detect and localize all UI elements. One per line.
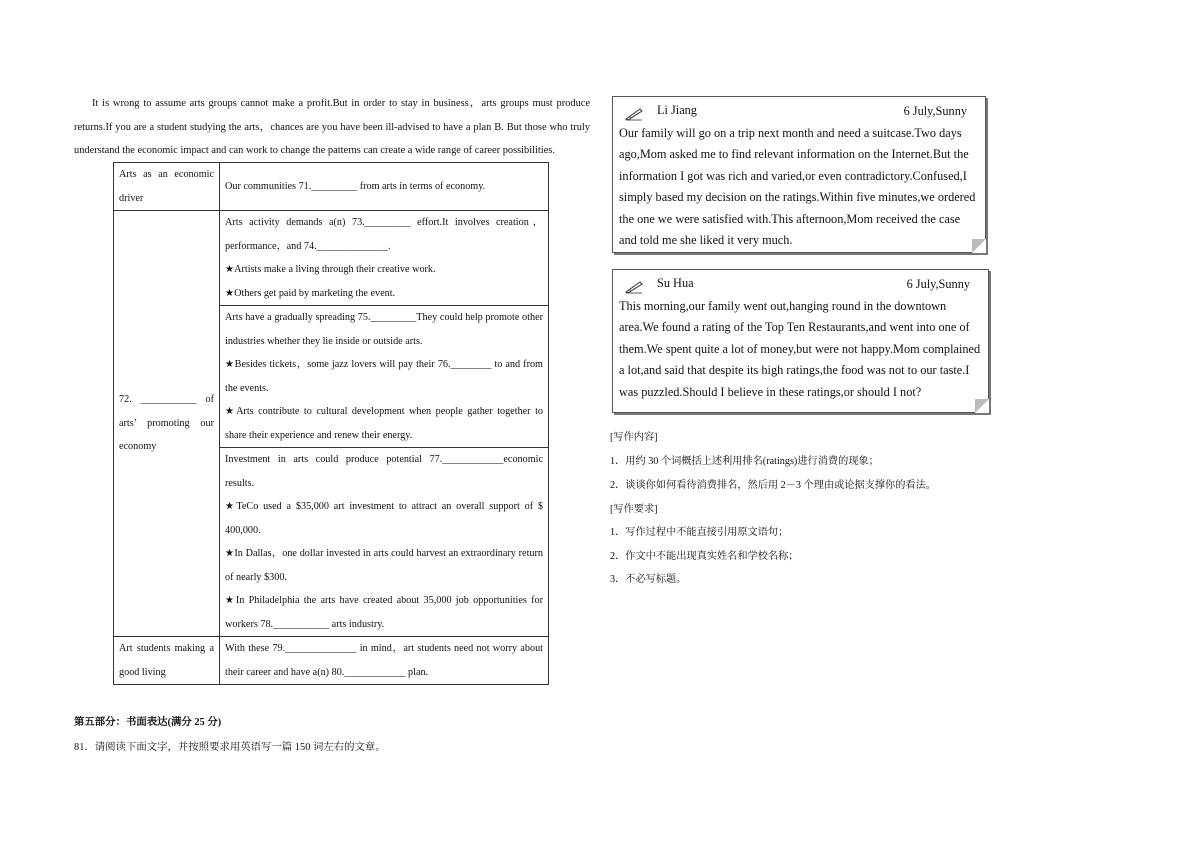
table-row bbox=[114, 163, 549, 211]
outline-line: ★TeCo used a $35,000 art investment to attract an overall support of $ 400,000. bbox=[225, 501, 543, 536]
table-row bbox=[114, 211, 549, 306]
reading-intro-paragraph: It is wrong to assume arts groups cannot make a profit.But in order to stay in business，arts groups must produce returns.If you are a student studying the arts，chances are you have been ill-advised to have a plan B. But those who truly understand the economic impact and can work to change the patterns can create a wide range of career possibilities. bbox=[74, 98, 590, 156]
outline-line: ★Others get paid by marketing the event. bbox=[225, 287, 396, 299]
diary-date: 6 July,Sunny bbox=[903, 104, 967, 118]
page-curl bbox=[975, 399, 989, 413]
outline-line: ★In Dallas，one dollar invested in arts could harvest an extraordinary return of nearly $300. bbox=[225, 548, 543, 583]
diary-author: Li Jiang bbox=[657, 103, 697, 117]
writing-task-instruction: 81．请阅读下面文字，并按照要求用英语写一篇 150 词左右的文章。 bbox=[74, 742, 386, 753]
diary-author: Su Hua bbox=[657, 276, 694, 290]
outline-line: Arts have a gradually spreading 75._________They could help promote other industries whether they lie inside or outside arts. bbox=[225, 312, 543, 347]
outline-table bbox=[113, 162, 549, 685]
outline-line: ★In Philadelphia the arts have created about 35,000 job opportunities for workers 78.___________ arts industry. bbox=[225, 595, 543, 630]
table-content-cell: Our communities 71._________ from arts in terms of economy. bbox=[220, 163, 549, 211]
content-heading: [写作内容] bbox=[610, 432, 658, 443]
table-content-cell bbox=[220, 448, 549, 637]
table-topic-cell: Arts as an economic driver bbox=[114, 163, 220, 211]
table-content-cell bbox=[220, 211, 549, 306]
pen-icon bbox=[625, 276, 643, 290]
requirement-item: 3．不必写标题。 bbox=[610, 574, 687, 585]
page-curl bbox=[972, 239, 986, 253]
content-item: 1．用约 30 个词概括上述利用排名(ratings)进行消费的现象； bbox=[610, 456, 879, 467]
pen-icon bbox=[625, 103, 643, 117]
outline-line: Investment in arts could produce potential 77.____________economic results. bbox=[225, 454, 543, 489]
outline-line: ★Artists make a living through their creative work. bbox=[225, 264, 436, 275]
table-row bbox=[114, 637, 549, 685]
requirements-heading: [写作要求] bbox=[610, 504, 658, 515]
diary-text: This morning,our family went out,hanging round in the downtown area.We found a rating of the Top Ten Restaurants,and went into one of them.We spent quite a lot of money,but were not happy.Mom complained a lot,and said that despite its high ratings,the food was not to our taste.I was puzzled.Should I believe in these ratings,or should I not? bbox=[619, 299, 981, 399]
diary-text: Our family will go on a trip next month and need a suitcase.Two days ago,Mom asked me to find relevant information on the Internet.But the information I got was rich and varied,or even contradictory.Confused,I simply based my decision on the ratings.Within five minutes,we ordered the one we were satisfied with.This afternoon,Mom received the case and told me she liked it very much. bbox=[619, 126, 976, 248]
diary-note-header bbox=[619, 270, 982, 296]
outline-line: ★Arts contribute to cultural development when people gather together to share their experience and renew their energy. bbox=[225, 406, 543, 441]
outline-line: Arts activity demands a(n) 73._________ effort.It involves creation，performance，and 74.______________. bbox=[225, 217, 543, 252]
table-topic-cell: 72. ___________ of arts’ promoting our economy bbox=[114, 211, 220, 637]
diary-date: 6 July,Sunny bbox=[906, 277, 970, 291]
table-topic-cell: Art students making a good living bbox=[114, 637, 220, 685]
requirement-item: 1．写作过程中不能直接引用原文语句； bbox=[610, 527, 789, 538]
diary-note-li-jiang bbox=[612, 96, 986, 253]
table-content-cell bbox=[220, 306, 549, 448]
table-content-cell: With these 79.______________ in mind，art students need not worry about their career and have a(n) 80.____________ plan. bbox=[220, 637, 549, 685]
outline-line: ★Besides tickets，some jazz lovers will pay their 76.________ to and from the events. bbox=[225, 359, 543, 394]
section-title: 第五部分：书面表达(满分 25 分) bbox=[74, 717, 222, 728]
requirement-item: 2．作文中不能出现真实姓名和学校名称； bbox=[610, 551, 799, 562]
diary-note-su-hua bbox=[612, 269, 989, 413]
diary-note-header bbox=[619, 97, 979, 123]
content-item: 2．谈谈你如何看待消费排名，然后用 2－3 个理由或论据支撑你的看法。 bbox=[610, 480, 936, 491]
